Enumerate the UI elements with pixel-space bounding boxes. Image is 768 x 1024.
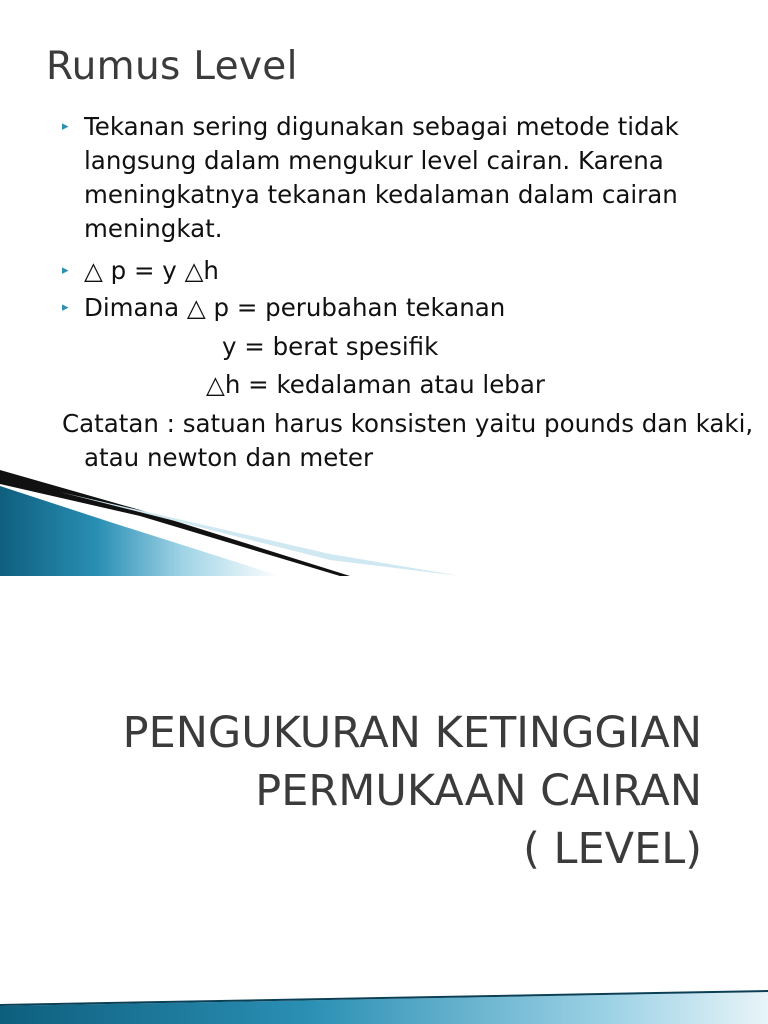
triangle-right-icon: ▸ bbox=[62, 119, 69, 134]
section-title bbox=[123, 704, 702, 878]
bullet-text: Tekanan sering digunakan sebagai metode tidak langsung dalam mengukur level cairan. Karena meningkatnya tekanan kedalaman dalam cairan meningkat. bbox=[84, 112, 679, 243]
section-title-line: PENGUKURAN KETINGGIAN bbox=[122, 708, 702, 758]
section-title-line: PERMUKAAN CAIRAN bbox=[255, 766, 702, 816]
definition-berat-spesifik: y = berat spesifik bbox=[222, 332, 439, 361]
note-text: Catatan : satuan harus konsisten yaitu pounds dan kaki, atau newton dan meter bbox=[62, 409, 754, 472]
slide-title: Rumus Level bbox=[46, 44, 298, 89]
section-title-line: ( LEVEL) bbox=[523, 824, 702, 874]
slide-section-title bbox=[0, 576, 768, 1024]
bullet-item-tekanan bbox=[62, 110, 744, 246]
bullet-text: Dimana △ p = perubahan tekanan bbox=[84, 293, 506, 322]
decorative-wave bbox=[0, 470, 768, 576]
bullet-item-dimana bbox=[62, 291, 744, 325]
definition-kedalaman: △h = kedalaman atau lebar bbox=[206, 370, 545, 399]
decorative-wave bbox=[0, 984, 768, 1024]
triangle-right-icon: ▸ bbox=[62, 263, 69, 278]
bullet-item-formula bbox=[62, 254, 744, 288]
triangle-right-icon: ▸ bbox=[62, 300, 69, 315]
bullet-text: △ p = y △h bbox=[84, 256, 219, 285]
